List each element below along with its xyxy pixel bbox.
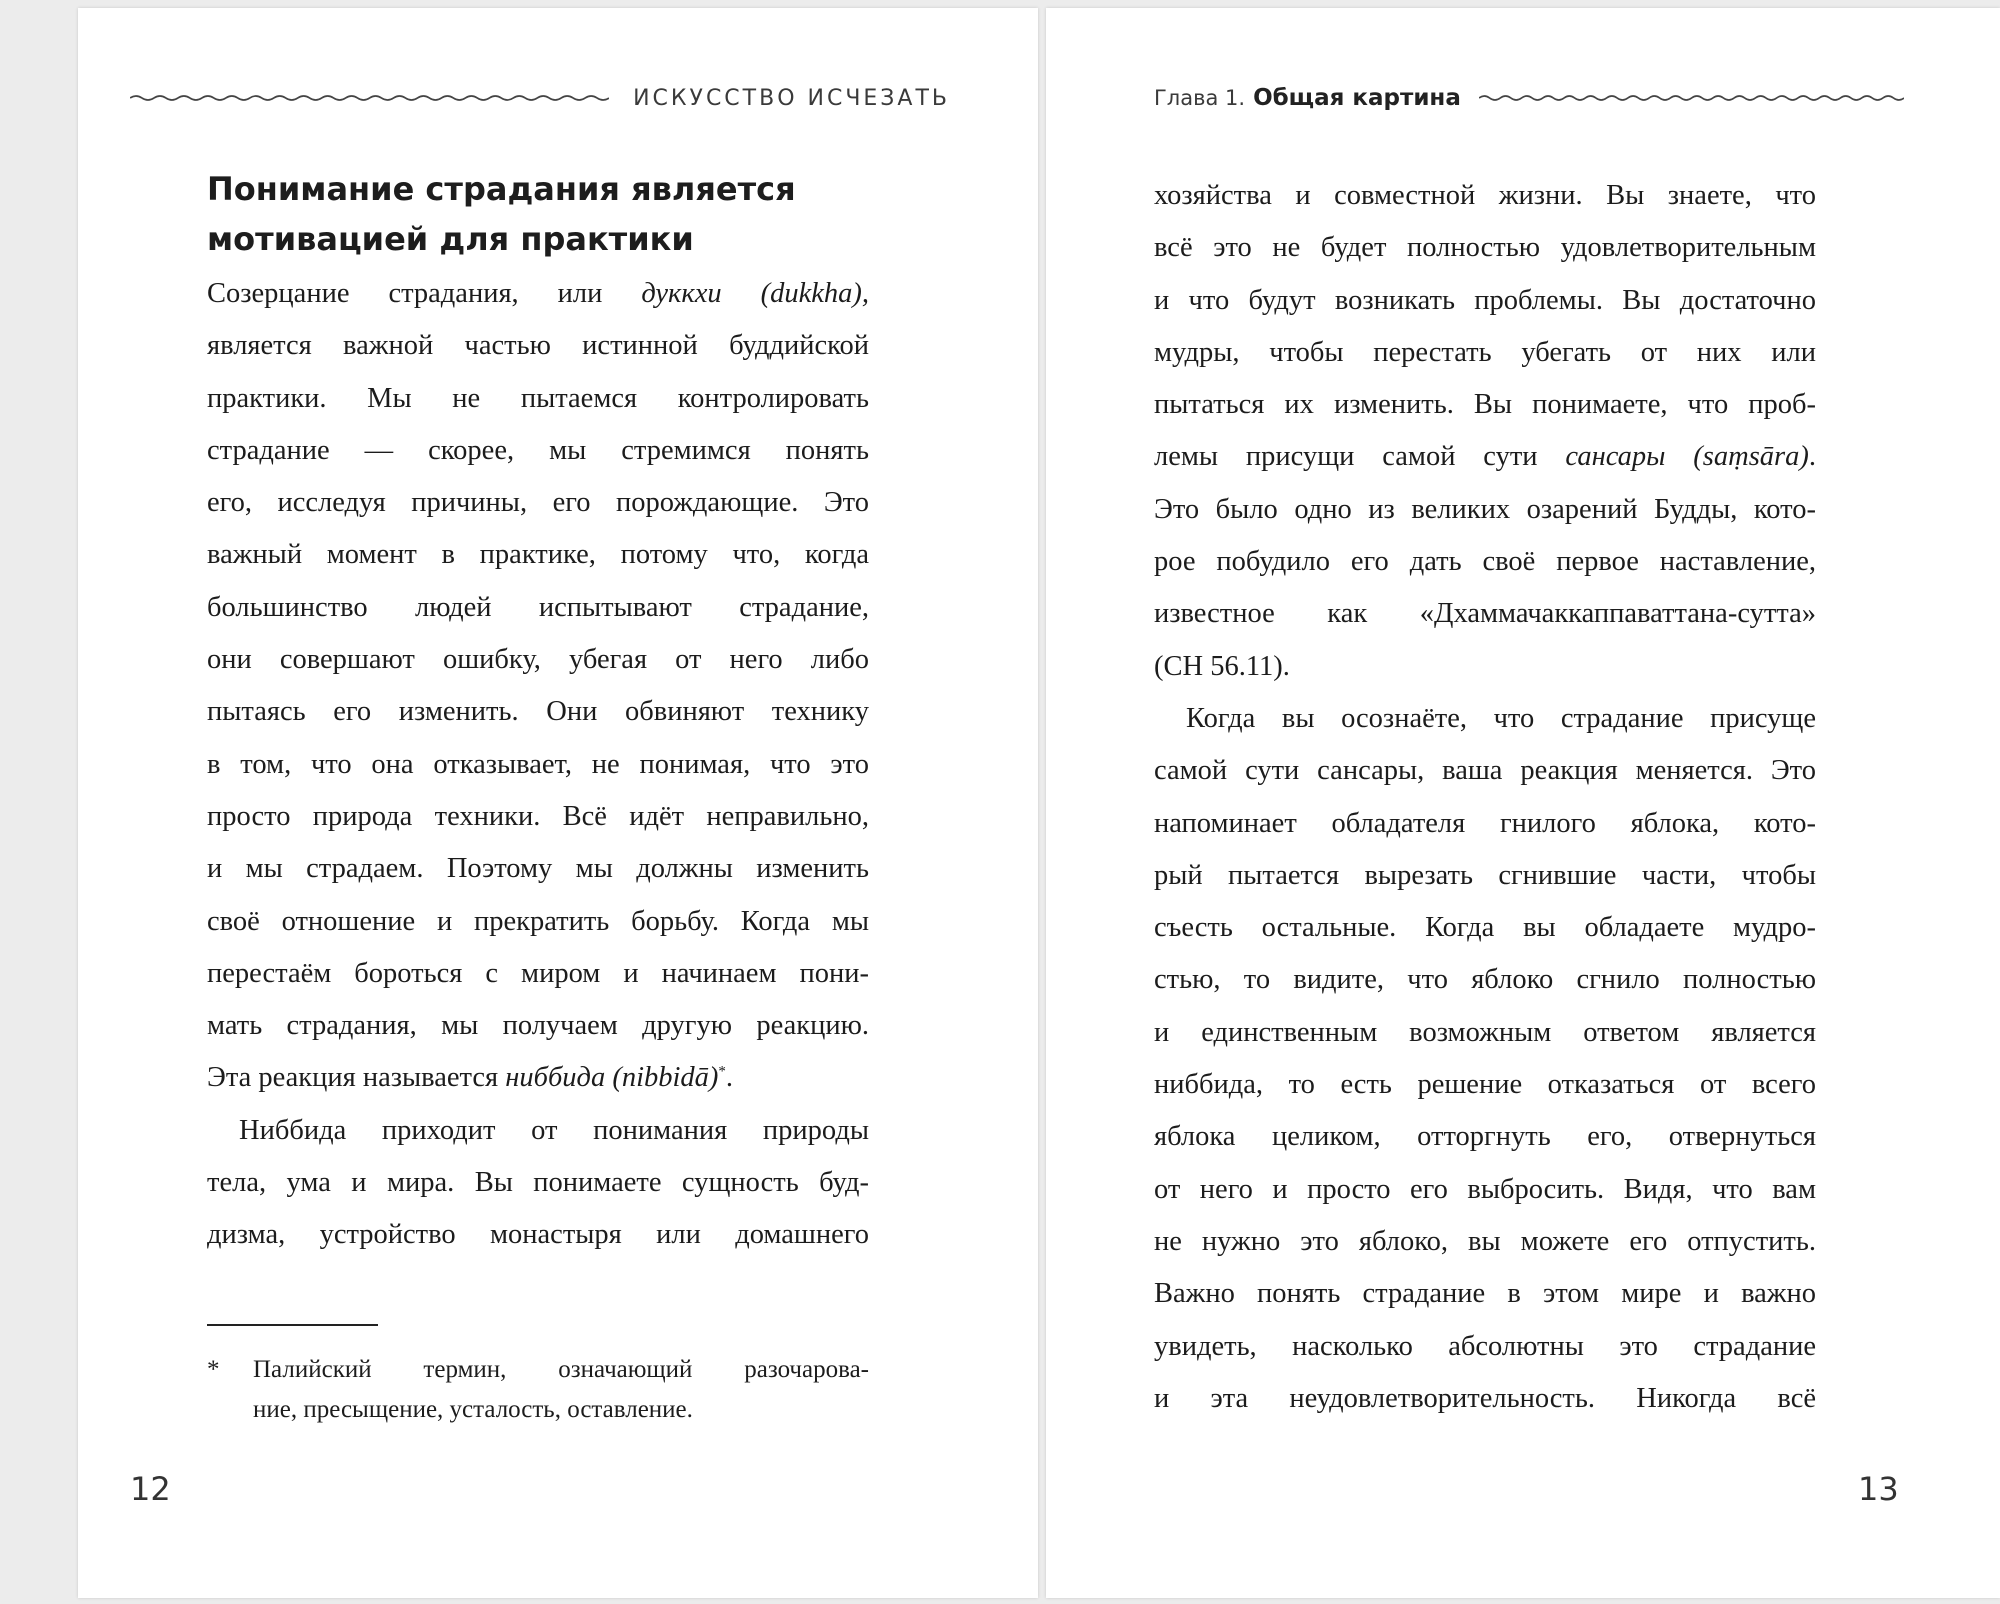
wavy-rule-decoration <box>1479 91 1904 105</box>
paragraph <box>207 268 869 1105</box>
text-line: известное как «Дхаммачаккаппаваттана-сутта» <box>1154 598 1816 630</box>
paragraph <box>1154 693 1816 1425</box>
chapter-label: Глава 1. <box>1154 86 1246 110</box>
text-line: всё это не будет полностью удовлетворительным <box>1154 232 1816 264</box>
text-line: практики. Мы не пытаемся контролировать <box>207 382 869 414</box>
left-running-header <box>130 78 950 118</box>
chapter-title: Общая картина <box>1253 85 1461 111</box>
footnote-divider <box>207 1324 378 1326</box>
text-line: и эта неудовлетворительность. Никогда всё <box>1154 1382 1816 1414</box>
text-line: Созерцание страдания, или дуккхи (dukkha), <box>207 278 869 309</box>
text-line: и что будут возникать проблемы. Вы достаточно <box>1154 284 1816 316</box>
text-line: (СН 56.11). <box>1154 650 1290 682</box>
text-line: в том, что она отказывает, не понимая, что это <box>207 748 869 780</box>
wavy-rule-decoration <box>130 91 609 105</box>
text-line: и единственным возможным ответом является <box>1154 1016 1816 1048</box>
text-line: Это было одно из великих озарений Будды, кото- <box>1154 493 1816 525</box>
section-heading <box>207 164 869 264</box>
text-line: рый пытается вырезать сгнившие части, чтобы <box>1154 859 1816 891</box>
text-line: съесть остальные. Когда вы обладаете мудро- <box>1154 912 1816 944</box>
text-line: увидеть, насколько абсолютны это страдание <box>1154 1330 1816 1362</box>
text-line: Когда вы осознаёте, что страдание присуще <box>1186 702 1816 734</box>
footnote <box>207 1350 869 1430</box>
text-line: хозяйства и совместной жизни. Вы знаете, что <box>1154 180 1816 211</box>
right-text-block <box>1154 170 1816 1425</box>
footnote-line: * Палийский термин, означающий разочарова- <box>207 1350 869 1390</box>
text-line: мудры, чтобы перестать убегать от них или <box>1154 336 1816 368</box>
paragraph <box>1154 170 1816 693</box>
left-text-block <box>207 164 869 1262</box>
text-line: важный момент в практике, потому что, когда <box>207 539 869 571</box>
text-line: мать страдания, мы получаем другую реакцию. <box>207 1010 869 1042</box>
text-line: стью, то видите, что яблоко сгнило полностью <box>1154 964 1816 996</box>
text-line: они совершают ошибку, убегая от него либо <box>207 644 869 676</box>
text-line: его, исследуя причины, его порождающие. Это <box>207 487 869 519</box>
text-line: Важно понять страдание в этом мире и важно <box>1154 1278 1816 1310</box>
footnote-mark: * <box>207 1356 220 1383</box>
left-page <box>78 8 1038 1598</box>
footnote-line: ние, пресыщение, усталость, оставление. <box>253 1396 693 1423</box>
book-title: ИСКУССТВО ИСЧЕЗАТЬ <box>633 85 950 111</box>
text-line: напоминает обладателя гнилого яблока, кото- <box>1154 807 1816 839</box>
page-number: 12 <box>130 1470 171 1508</box>
text-line: яблока целиком, отторгнуть его, отвернуться <box>1154 1121 1816 1153</box>
text-line: дизма, устройство монастыря или домашнего <box>207 1219 869 1251</box>
heading-line: мотивацией для практики <box>207 220 694 258</box>
heading-line: Понимание страдания является <box>207 170 796 208</box>
text-line: лемы присущи самой сути сансары (saṃsāra). <box>1154 441 1816 473</box>
text-line: самой сути сансары, ваша реакция меняется. Это <box>1154 755 1816 787</box>
text-line: является важной частью истинной буддийской <box>207 330 869 362</box>
text-line: тела, ума и мира. Вы понимаете сущность буд- <box>207 1167 869 1199</box>
text-line: пытаться их изменить. Вы понимаете, что проб- <box>1154 389 1816 421</box>
text-line: и мы страдаем. Поэтому мы должны изменить <box>207 853 869 885</box>
text-line: просто природа техники. Всё идёт неправильно, <box>207 800 869 832</box>
right-page <box>1046 8 2000 1598</box>
text-line: Ниббида приходит от понимания природы <box>239 1114 869 1146</box>
footnote-reference: * <box>718 1063 726 1080</box>
text-line: не нужно это яблоко, вы можете его отпустить. <box>1154 1225 1816 1257</box>
text-line: ниббида, то есть решение отказаться от всего <box>1154 1069 1816 1101</box>
text-line: Эта реакция называется ниббида (nibbidā)*. <box>207 1062 734 1094</box>
page-number: 13 <box>1858 1470 1899 1508</box>
text-line: перестаём бороться с миром и начинаем пони- <box>207 957 869 989</box>
paragraph <box>207 1105 869 1262</box>
text-line: рое побудило его дать своё первое наставление, <box>1154 546 1816 578</box>
text-line: пытаясь его изменить. Они обвиняют технику <box>207 696 869 728</box>
right-running-header <box>1154 78 1904 118</box>
text-line: большинство людей испытывают страдание, <box>207 591 869 623</box>
text-line: от него и просто его выбросить. Видя, что вам <box>1154 1173 1816 1205</box>
text-line: страдание — скорее, мы стремимся понять <box>207 434 869 466</box>
text-line: своё отношение и прекратить борьбу. Когда мы <box>207 905 869 937</box>
